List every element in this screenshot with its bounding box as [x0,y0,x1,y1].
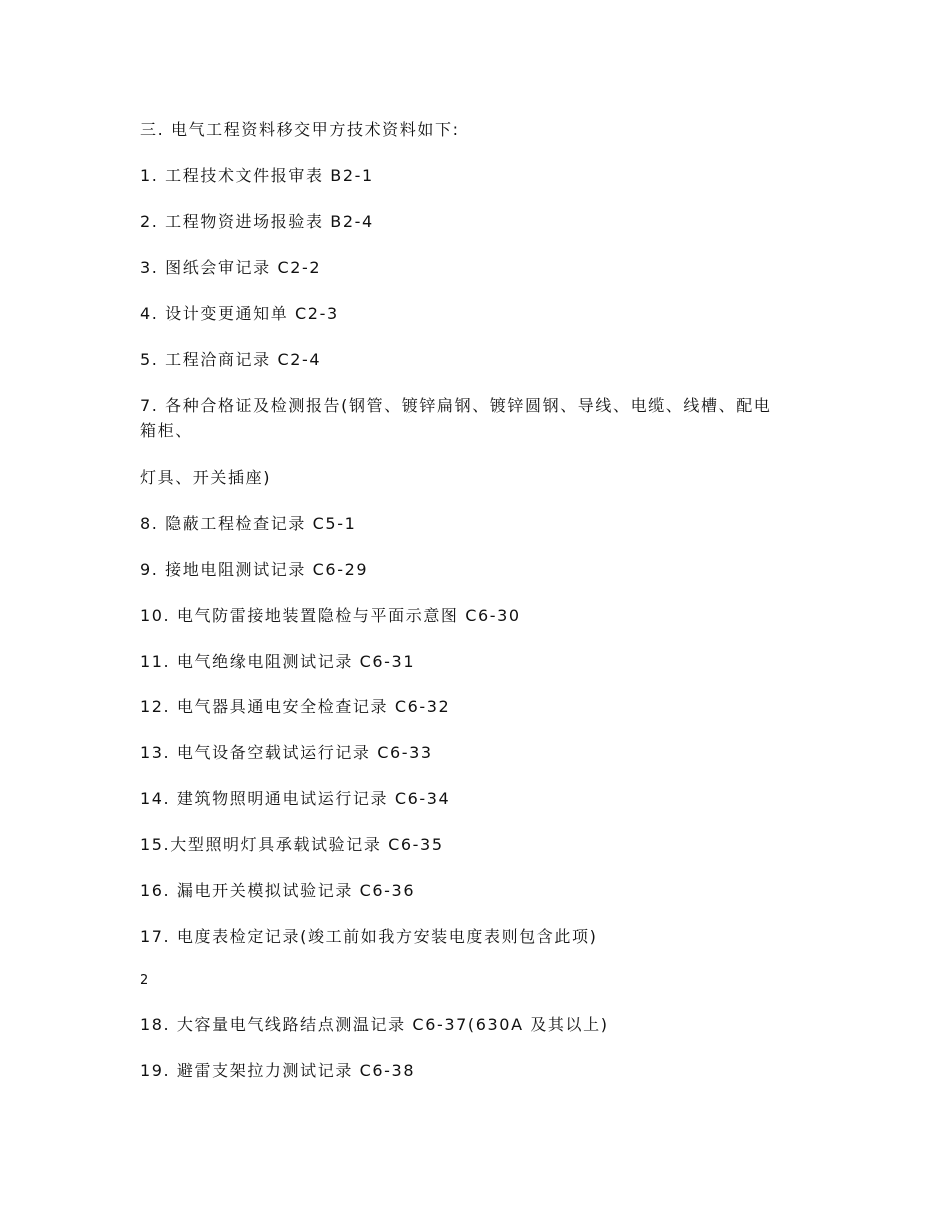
list-item-7-continued-2: 灯具、开关插座) [140,468,272,487]
list-item-5: 5. 工程洽商记录 C2-4 [140,350,322,369]
list-item-19: 19. 避雷支架拉力测试记录 C6-38 [140,1061,416,1080]
page-number: 2 [140,973,149,988]
list-item-2: 2. 工程物资进场报验表 B2-4 [140,212,374,231]
list-item-17: 17. 电度表检定记录(竣工前如我方安装电度表则包含此项) [140,927,598,946]
list-item-12: 12. 电气器具通电安全检查记录 C6-32 [140,697,451,716]
list-item-10: 10. 电气防雷接地装置隐检与平面示意图 C6-30 [140,606,521,625]
list-item-15: 15.大型照明灯具承载试验记录 C6-35 [140,835,444,854]
list-item-14: 14. 建筑物照明通电试运行记录 C6-34 [140,789,451,808]
section-heading: 三. 电气工程资料移交甲方技术资料如下: [140,120,460,139]
list-item-8: 8. 隐蔽工程检查记录 C5-1 [140,514,357,533]
list-item-7: 7. 各种合格证及检测报告(钢管、镀锌扁钢、镀锌圆钢、导线、电缆、线槽、配电 [140,396,772,415]
list-item-18: 18. 大容量电气线路结点测温记录 C6-37(630A 及其以上) [140,1015,609,1034]
list-item-4: 4. 设计变更通知单 C2-3 [140,304,339,323]
list-item-16: 16. 漏电开关模拟试验记录 C6-36 [140,881,416,900]
list-item-1: 1. 工程技术文件报审表 B2-1 [140,166,374,185]
list-item-11: 11. 电气绝缘电阻测试记录 C6-31 [140,652,416,671]
list-item-7-continued: 箱柜、 [140,421,193,440]
list-item-9: 9. 接地电阻测试记录 C6-29 [140,560,369,579]
list-item-13: 13. 电气设备空载试运行记录 C6-33 [140,743,433,762]
list-item-3: 3. 图纸会审记录 C2-2 [140,258,322,277]
